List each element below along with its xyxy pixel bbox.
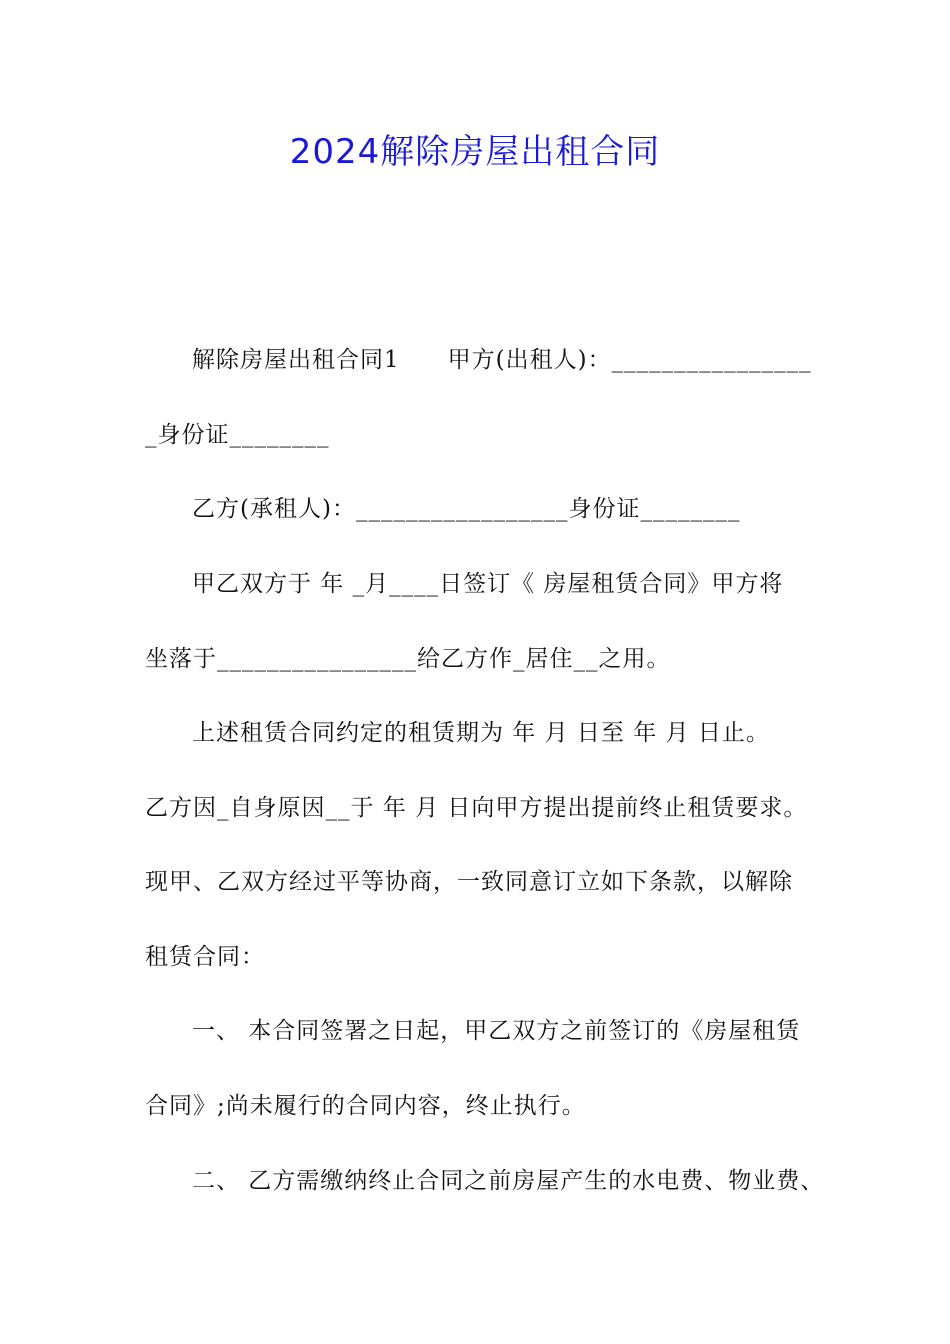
paragraph-line: _身份证________ (145, 422, 330, 448)
paragraph-line: 一、 本合同签署之日起，甲乙双方之前签订的《房屋租赁 (192, 1018, 801, 1044)
paragraph-line: 坐落于________________给乙方作_居住__之用。 (145, 646, 671, 672)
paragraph-line: 二、 乙方需缴纳终止合同之前房屋产生的水电费、物业费、 (192, 1168, 825, 1194)
paragraph-line: 合同》;尚未履行的合同内容，终止执行。 (145, 1093, 586, 1119)
paragraph-line: 乙方(承租人)：_________________身份证________ (192, 496, 741, 522)
paragraph-line: 解除房屋出租合同1 甲方(出租人)：________________ (192, 347, 812, 373)
paragraph-line: 甲乙双方于 年 _月____日签订《 房屋租赁合同》甲方将 (192, 571, 784, 597)
document-title: 2024解除房屋出租合同 (289, 132, 661, 172)
paragraph-line: 乙方因_自身原因__于 年 月 日向甲方提出提前终止租赁要求。 (145, 795, 808, 821)
paragraph-line: 租赁合同： (145, 944, 265, 970)
paragraph-line: 现甲、乙双方经过平等协商，一致同意订立如下条款，以解除 (145, 869, 793, 895)
paragraph-line: 上述租赁合同约定的租赁期为 年 月 日至 年 月 日止。 (192, 720, 770, 746)
